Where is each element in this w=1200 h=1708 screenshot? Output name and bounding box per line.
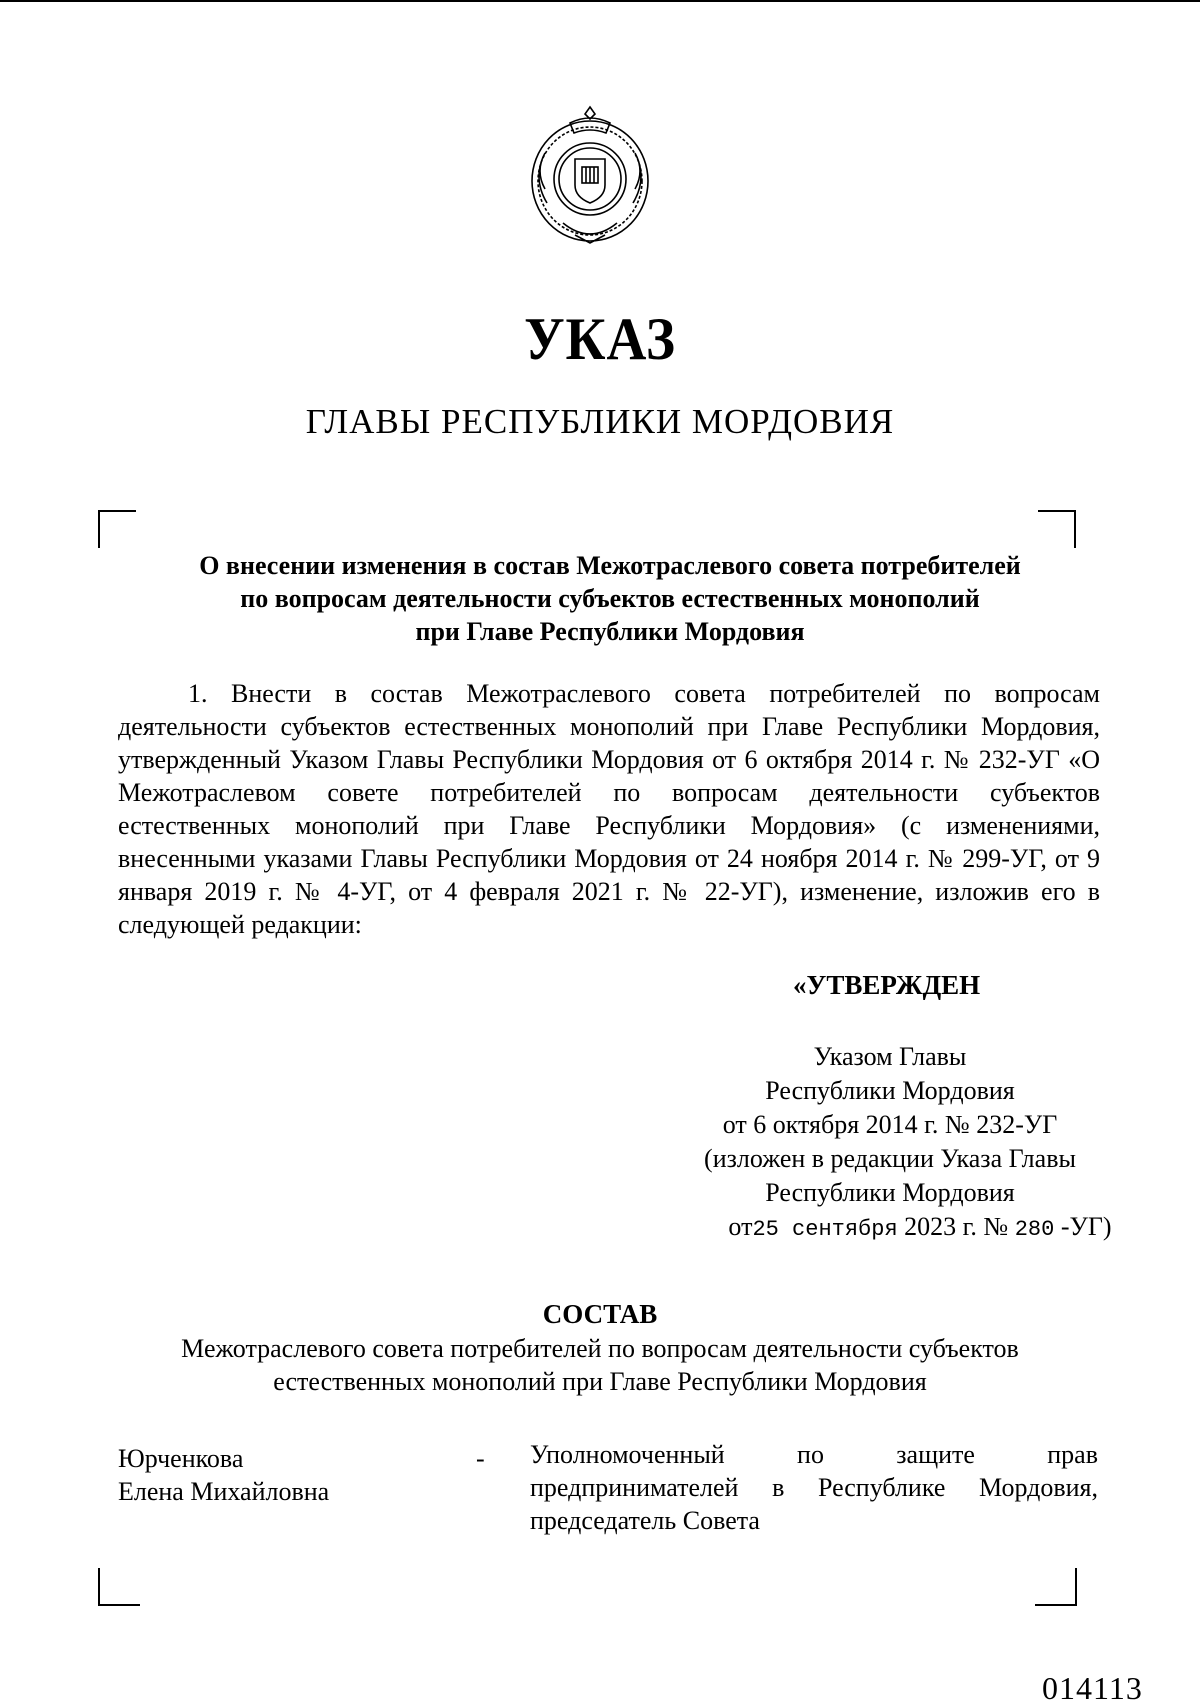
composition-subtitle-line: Межотраслевого совета потребителей по вопросам деятельности субъектов <box>181 1334 1019 1363</box>
corner-mark-top-left <box>98 510 136 548</box>
coat-of-arms-icon <box>523 103 658 248</box>
approval-block <box>660 1040 1120 1247</box>
document-title: УКАЗ <box>524 306 676 372</box>
member-dash: - <box>476 1444 485 1473</box>
approval-date-middle: 2023 г. № <box>897 1212 1015 1241</box>
composition-subtitle <box>120 1332 1080 1398</box>
approval-number-stamp: 280 <box>1014 1217 1055 1242</box>
corner-mark-bottom-left <box>98 1568 140 1606</box>
approval-date-stamp: 25 сентября <box>752 1217 898 1242</box>
approval-line: Республики Мордовия <box>765 1076 1015 1105</box>
heading-line: по вопросам деятельности субъектов естественных монополий <box>240 584 980 613</box>
heading-line: при Главе Республики Мордовия <box>415 617 805 646</box>
decree-heading <box>140 549 1080 648</box>
approval-date-prefix: от <box>728 1212 753 1241</box>
approval-line: Республики Мордовия <box>765 1178 1015 1207</box>
corner-mark-top-right <box>1038 510 1076 548</box>
approval-line: от 6 октября 2014 г. № 232-УГ <box>722 1110 1058 1139</box>
member-role: Уполномоченный по защите прав предпринимателей в Республике Мордовия, председатель Совета <box>530 1440 1098 1535</box>
heading-line: О внесении изменения в состав Межотраслевого совета потребителей <box>199 551 1021 580</box>
paragraph-text: 1. Внести в состав Межотраслевого совета потребителей по вопросам деятельности субъектов естественных монополий при Главе Республики Мордовия, утвержденный Указом Главы Республики Мордовия от 6 октября 2014 г. № 232-УГ «О Межотраслевом совете потребителей по вопросам деятельности субъектов естественных монополий при Главе Республики Мордовия» (с изменениями, внесенными указами Главы Республики Мордовия от 24 ноября 2014 г. № 299-УГ, от 9 января 2019 г. № 4-УГ, от 4 февраля 2021 г. № 22-УГ), изменение, изложив его в следующей редакции: <box>118 679 1100 939</box>
top-border-line <box>0 0 1200 2</box>
composition-subtitle-line: естественных монополий при Главе Республики Мордовия <box>273 1367 927 1396</box>
member-given-name: Елена Михайловна <box>118 1477 330 1506</box>
document-subtitle: ГЛАВЫ РЕСПУБЛИКИ МОРДОВИЯ <box>305 402 895 441</box>
member-name <box>118 1442 418 1508</box>
approval-date-line <box>660 1210 1120 1247</box>
approval-label: «УТВЕРЖДЕН <box>793 970 981 1000</box>
member-surname: Юрченкова <box>118 1444 244 1473</box>
composition-title: СОСТАВ <box>542 1299 658 1329</box>
approval-line: Указом Главы <box>813 1042 967 1071</box>
document-serial-number: 014113 <box>1042 1670 1143 1706</box>
corner-mark-bottom-right <box>1035 1568 1077 1606</box>
approval-line: (изложен в редакции Указа Главы <box>704 1144 1076 1173</box>
body-paragraph <box>118 677 1100 941</box>
approval-date-suffix: -УГ) <box>1054 1212 1112 1241</box>
